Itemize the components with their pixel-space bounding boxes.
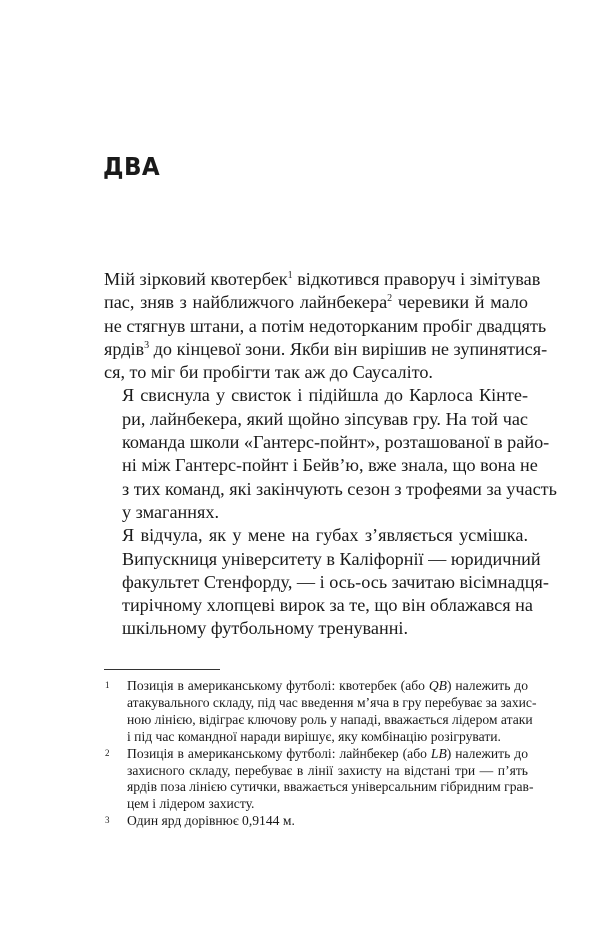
paragraph-1	[104, 268, 548, 384]
footnote-3: 3 Один ярд дорівнює 0,9144 м.	[105, 813, 295, 829]
text-line: у змаганнях.	[122, 501, 220, 522]
body-text	[104, 268, 557, 641]
footnote-separator	[104, 669, 220, 670]
footnote-ref-3[interactable]: 3	[144, 339, 150, 351]
footnote-number: 2	[105, 747, 110, 758]
text-line: тирічному хлопцеві вирок за те, що він облажався на	[122, 595, 533, 616]
footnote-ref-2[interactable]: 2	[387, 293, 393, 305]
text-line: факультет Стенфорду, — і ось-ось зачитаю вісімнадця-	[122, 571, 549, 592]
paragraph-2	[104, 384, 557, 524]
text-line: Я свиснула у свисток і підійшла до Карлоса Кінте-	[122, 385, 528, 406]
text-line: команда школи «Гантерс-пойнт», розташованої в райо-	[122, 432, 550, 453]
text-line: Випускниця університету в Каліфорнії — юридичний	[122, 548, 541, 569]
text-line: не стягнув штани, а потім недоторканим пробіг двадцять	[104, 315, 547, 336]
footnote-ref-1[interactable]: 1	[287, 270, 293, 281]
footnotes	[104, 678, 537, 830]
text-line: пас, зняв з найближчого лайнбекера$^2$ черевики й мало	[104, 292, 529, 313]
footnote-number: 1	[105, 680, 110, 690]
paragraph-3	[104, 524, 549, 640]
text-line: Я відчула, як у мене на губах з’являється усмішка.	[122, 525, 528, 546]
text-line: ні між Гантерс-пойнт і Бейв’ю, вже знала, що вона не	[122, 455, 538, 476]
text-line: Мій зірковий квотербек$^1$ відкотився праворуч і зімітував	[104, 269, 541, 289]
text-line: ся, то міг би пробігти так аж до Саусаліто.	[104, 362, 433, 383]
chapter-title: ДВА	[103, 152, 161, 181]
footnote-1: 1 Позиція в американському футболі: квотербек (або QB) належить до атакувального складу, під час введення м’яча в гру перебуває за захис- ною лінією, відіграє ключову роль у нападі, вважається лідером атаки і під час командної наради вирішує, яку комбінацію розігрувати.	[105, 678, 537, 744]
footnote-2: 2 Позиція в американському футболі: лайнбекер (або LB) належить до захисного складу, перебуває в лінії захисту на відстані три — п’ять ярдів поза лінією сутички, вважається універсальним гібридним грав- цем і лідером захисту.	[105, 745, 534, 812]
text-line: з тих команд, які закінчують сезон з трофеями за участь	[122, 478, 557, 499]
footnote-number: 3	[105, 815, 110, 826]
text-line: ярдів$^3$ до кінцевої зони. Якби він вирішив не зупинятися-	[104, 338, 548, 359]
text-line: ри, лайнбекера, який щойно зіпсував гру. На той час	[122, 408, 528, 429]
text-line: шкільному футбольному тренуванні.	[122, 618, 409, 639]
